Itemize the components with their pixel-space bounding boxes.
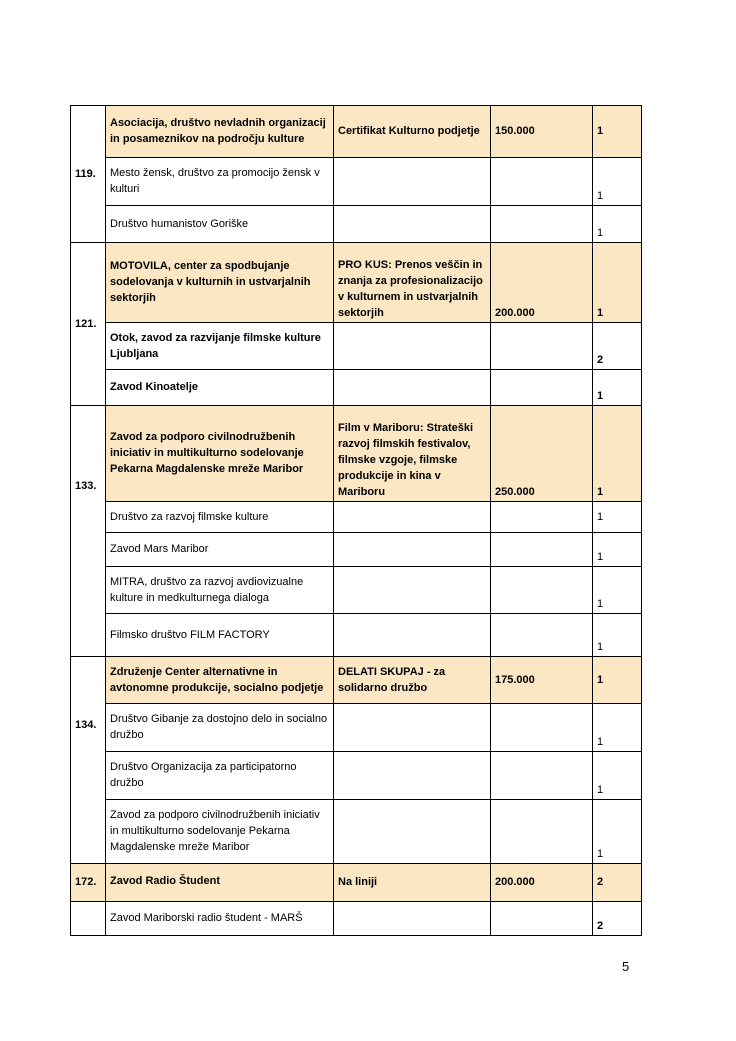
- project-cell: [334, 902, 491, 936]
- project-cell: PRO KUS: Prenos veščin in znanja za profesionalizacijo v kulturnem in ustvarjalnih sektorjih: [334, 243, 491, 323]
- count-cell: 1: [593, 614, 642, 657]
- organization-cell: Zavod Mars Maribor: [106, 533, 334, 567]
- count-cell: 1: [593, 752, 642, 800]
- amount-cell: [491, 752, 593, 800]
- count-cell: 2: [593, 864, 642, 902]
- table-row: [71, 902, 642, 936]
- organization-cell: Filmsko društvo FILM FACTORY: [106, 614, 334, 657]
- table-row: [71, 106, 642, 158]
- count-cell: 1: [593, 502, 642, 533]
- organization-cell: MITRA, društvo za razvoj avdiovizualne kulture in medkulturnega dialoga: [106, 567, 334, 614]
- project-cell: [334, 614, 491, 657]
- project-cell: [334, 206, 491, 243]
- table-row: [71, 206, 642, 243]
- amount-cell: 250.000: [491, 406, 593, 502]
- table-row: [71, 323, 642, 370]
- group-number: 119.: [71, 106, 106, 243]
- count-cell: 1: [593, 406, 642, 502]
- table-row: [71, 533, 642, 567]
- count-cell: 1: [593, 370, 642, 406]
- count-cell: 1: [593, 800, 642, 864]
- count-cell: 1: [593, 704, 642, 752]
- organization-cell: Zavod za podporo civilnodružbenih iniciativ in multikulturno sodelovanje Pekarna Magdalenske mreže Maribor: [106, 800, 334, 864]
- group-number: 133.: [71, 406, 106, 657]
- organization-cell: Asociacija, društvo nevladnih organizacij in posameznikov na področju kulture: [106, 106, 334, 158]
- amount-cell: 175.000: [491, 657, 593, 704]
- table-row: [71, 752, 642, 800]
- project-cell: Certifikat Kulturno podjetje: [334, 106, 491, 158]
- project-cell: Film v Mariboru: Strateški razvoj filmskih festivalov, filmske vzgoje, filmske produkcije in kina v Mariboru: [334, 406, 491, 502]
- page-number: 5: [622, 959, 630, 974]
- project-cell: [334, 502, 491, 533]
- amount-cell: [491, 370, 593, 406]
- organization-cell: MOTOVILA, center za spodbujanje sodelovanja v kulturnih in ustvarjalnih sektorjih: [106, 243, 334, 323]
- count-cell: 1: [593, 657, 642, 704]
- empty-number-cell: [71, 902, 106, 936]
- project-cell: [334, 800, 491, 864]
- table-row: [71, 657, 642, 704]
- table-row: [71, 370, 642, 406]
- count-cell: 1: [593, 243, 642, 323]
- amount-cell: [491, 533, 593, 567]
- amount-cell: [491, 206, 593, 243]
- amount-cell: [491, 502, 593, 533]
- amount-cell: [491, 902, 593, 936]
- count-cell: 1: [593, 533, 642, 567]
- table-row: [71, 704, 642, 752]
- project-cell: [334, 752, 491, 800]
- amount-cell: [491, 323, 593, 370]
- group-number: 121.: [71, 243, 106, 406]
- count-cell: 1: [593, 206, 642, 243]
- project-cell: [334, 533, 491, 567]
- organization-cell: Zavod za podporo civilnodružbenih iniciativ in multikulturno sodelovanje Pekarna Magdalenske mreže Maribor: [106, 406, 334, 502]
- count-cell: 1: [593, 158, 642, 206]
- organization-cell: Mesto žensk, društvo za promocijo žensk v kulturi: [106, 158, 334, 206]
- group-number: 134.: [71, 657, 106, 864]
- project-cell: [334, 370, 491, 406]
- organization-cell: Društvo za razvoj filmske kulture: [106, 502, 334, 533]
- table-row: [71, 406, 642, 502]
- group-number: 172.: [71, 864, 106, 902]
- count-cell: 1: [593, 106, 642, 158]
- organization-cell: Društvo Gibanje za dostojno delo in socialno družbo: [106, 704, 334, 752]
- count-cell: 2: [593, 902, 642, 936]
- project-cell: [334, 323, 491, 370]
- organization-cell: Zavod Mariborski radio študent - MARŠ: [106, 902, 334, 936]
- amount-cell: 200.000: [491, 864, 593, 902]
- table-row: [71, 158, 642, 206]
- organization-cell: Društvo Organizacija za participatorno družbo: [106, 752, 334, 800]
- table-row: [71, 614, 642, 657]
- table-row: [71, 567, 642, 614]
- organization-cell: Zavod Kinoatelje: [106, 370, 334, 406]
- count-cell: 1: [593, 567, 642, 614]
- amount-cell: [491, 567, 593, 614]
- table-row: [71, 864, 642, 902]
- project-cell: [334, 704, 491, 752]
- project-table: [70, 105, 642, 936]
- amount-cell: 150.000: [491, 106, 593, 158]
- organization-cell: Društvo humanistov Goriške: [106, 206, 334, 243]
- amount-cell: [491, 800, 593, 864]
- amount-cell: [491, 614, 593, 657]
- project-cell: [334, 567, 491, 614]
- project-cell: [334, 158, 491, 206]
- table-row: [71, 243, 642, 323]
- amount-cell: 200.000: [491, 243, 593, 323]
- amount-cell: [491, 704, 593, 752]
- count-cell: 2: [593, 323, 642, 370]
- table-row: [71, 502, 642, 533]
- project-cell: DELATI SKUPAJ - za solidarno družbo: [334, 657, 491, 704]
- table-row: [71, 800, 642, 864]
- project-cell: Na liniji: [334, 864, 491, 902]
- organization-cell: Združenje Center alternativne in avtonomne produkcije, socialno podjetje: [106, 657, 334, 704]
- organization-cell: Otok, zavod za razvijanje filmske kulture Ljubljana: [106, 323, 334, 370]
- organization-cell: Zavod Radio Študent: [106, 864, 334, 902]
- amount-cell: [491, 158, 593, 206]
